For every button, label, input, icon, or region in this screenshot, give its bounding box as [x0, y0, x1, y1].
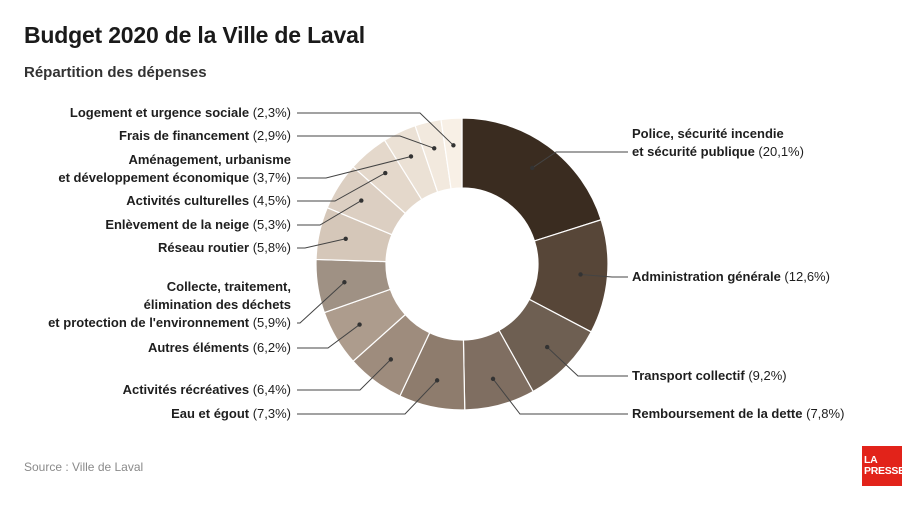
logo-line-2: PRESSE [864, 465, 905, 477]
slice-label-name: Autres éléments [147, 340, 250, 355]
chart-title: Budget 2020 de la Ville de Laval [24, 22, 365, 48]
slice-label-7-line-2 [48, 315, 291, 330]
slice-label-name: Activités culturelles [126, 193, 250, 208]
slice-label-11-line-0 [128, 152, 291, 167]
leader-dot-0 [530, 166, 534, 170]
slice-value-label: (5,3%) [249, 217, 291, 232]
slice-label-name: et développement économique [58, 170, 250, 185]
slice-label-name: Administration générale [632, 269, 781, 284]
slice-value-label: (6,4%) [249, 382, 291, 397]
slice-label-name: Réseau routier [158, 240, 250, 255]
logo-line-1: LA [864, 454, 878, 466]
leader-dot-4 [435, 378, 439, 382]
slice-value-label: (4,5%) [249, 193, 291, 208]
slice-label-7-line-1 [144, 297, 291, 312]
leader-dot-10 [383, 171, 387, 175]
leader-dot-1 [578, 272, 582, 276]
leader-dot-13 [451, 143, 455, 147]
slice-value-label: (7,3%) [249, 406, 291, 421]
leader-dot-7 [342, 280, 346, 284]
slice-label-name: Activités récréatives [122, 382, 250, 397]
la-presse-logo [862, 446, 905, 486]
slice-label-4-line-0 [171, 406, 291, 421]
leader-dot-11 [409, 154, 413, 158]
slice-label-name: Police, sécurité incendie [632, 126, 784, 141]
slice-label-2-line-0 [632, 368, 787, 383]
leader-dot-2 [545, 345, 549, 349]
slice-label-3-line-0 [632, 406, 844, 421]
slice-value-label: (5,9%) [249, 315, 291, 330]
slice-label-6-line-0 [148, 340, 291, 355]
leader-dot-3 [491, 377, 495, 381]
slice-label-name: élimination des déchets [143, 297, 291, 312]
slice-label-8-line-0 [158, 240, 291, 255]
slice-label-7-line-0 [167, 279, 291, 294]
slice-value-label: (7,8%) [802, 406, 845, 421]
slice-value-label: (9,2%) [744, 368, 787, 383]
slice-label-10-line-0 [126, 193, 291, 208]
slice-label-name: Collecte, traitement, [166, 279, 291, 294]
slice-value-label: (6,2%) [249, 340, 291, 355]
slice-label-name: Remboursement de la dette [632, 406, 803, 421]
slice-label-name: Enlèvement de la neige [105, 217, 250, 232]
leader-dot-6 [357, 322, 361, 326]
leader-dot-5 [389, 357, 393, 361]
slice-label-12-line-0 [119, 128, 291, 143]
slice-value-label: (2,9%) [249, 128, 291, 143]
slice-label-11-line-1 [58, 170, 291, 185]
slice-label-5-line-0 [123, 382, 291, 397]
leader-dot-12 [432, 146, 436, 150]
slice-label-name: et sécurité publique [632, 144, 755, 159]
leader-dot-8 [344, 237, 348, 241]
slice-value-label: (2,3%) [249, 105, 291, 120]
slice-value-label: (5,8%) [249, 240, 291, 255]
source-note: Source : Ville de Laval [24, 460, 144, 474]
slice-label-name: Frais de financement [119, 128, 250, 143]
slice-label-name: Logement et urgence sociale [69, 105, 250, 120]
slice-label-13-line-0 [70, 105, 291, 120]
slice-label-0-line-1 [632, 144, 804, 159]
slice-label-name: Eau et égout [171, 406, 250, 421]
slice-value-label: (3,7%) [249, 170, 291, 185]
slice-label-0-line-0 [632, 126, 784, 141]
slice-value-label: (12,6%) [780, 269, 830, 284]
donut-slices [316, 118, 608, 410]
chart-subtitle: Répartition des dépenses [24, 64, 207, 81]
slice-label-9-line-0 [105, 217, 291, 232]
slice-label-name: Aménagement, urbanisme [128, 152, 291, 167]
leader-dot-9 [359, 198, 363, 202]
slice-label-name: Transport collectif [632, 368, 745, 383]
slice-value-label: (20,1%) [754, 144, 804, 159]
slice-label-1-line-0 [632, 269, 830, 284]
slice-0 [462, 118, 601, 241]
slice-label-name: et protection de l'environnement [48, 315, 250, 330]
